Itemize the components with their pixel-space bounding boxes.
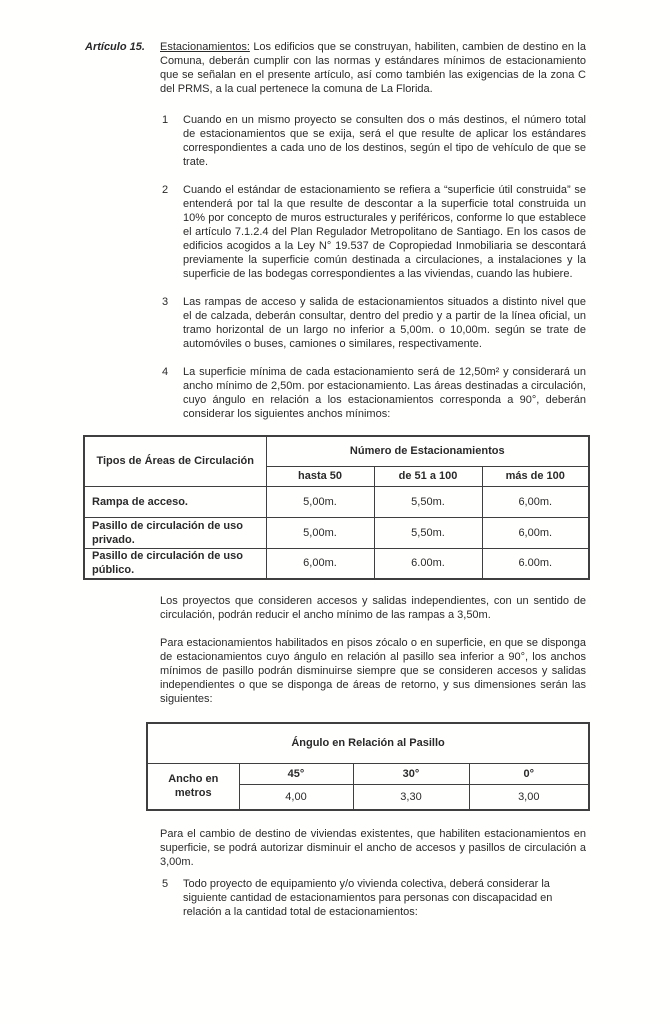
angle-row-label: Ancho en metros: [147, 763, 239, 810]
row-label: Pasillo de circulación de uso privado.: [84, 517, 266, 548]
item-text: Todo proyecto de equipamiento y/o vivienda colectiva, deberá considerar la siguiente cantidad de estacionamientos para personas con discapacidad en relación a la cantidad total de estacionamientos:: [183, 878, 553, 918]
table-header-numero-estacionamientos: Número de Estacionamientos: [266, 436, 589, 466]
paragraph-cambio-destino: Para el cambio de destino de viviendas existentes, que habiliten estacionamientos en superficie, se podrá autorizar disminuir el ancho de accesos y pasillos de circulación a 3,00m.: [160, 828, 586, 868]
subheader-mas-100: más de 100: [482, 466, 589, 486]
table-row-rampa: [84, 486, 589, 517]
angle-value-0: 3,00: [469, 784, 589, 810]
table-row-pasillo-publico: [84, 548, 589, 579]
subheader-51-a-100: de 51 a 100: [374, 466, 482, 486]
angle-width-table: [146, 722, 590, 811]
angle-value-45: 4,00: [239, 784, 353, 810]
cell-value: 6.00m.: [482, 548, 589, 579]
paragraph-accesos-independientes: Los proyectos que consideren accesos y salidas independientes, con un sentido de circulación, podrán reducir el ancho mínimo de las rampas a 3,50m.: [160, 595, 586, 621]
numbered-item-5: [162, 877, 586, 919]
article-body-text: Los edificios que se construyan, habiliten, cambien de destino en la Comuna, deberán cumplir con las normas y estándares mínimos de estacionamiento que se señalan en el presente artículo, así como también las exigencias de la zona C del PRMS, a la cual pertenece la comuna de La Florida.: [160, 41, 586, 95]
item-text: Cuando el estándar de estacionamiento se refiera a “superficie útil construida” se entenderá por tal la que resulte de descontar a la superficie total construida un 10% por concepto de muros estructurales y periféricos, conforme lo que establece el artículo 7.1.2.4 del Plan Regulador Metropolitano de Santiago. En los casos de edificios acogidos a la Ley N° 19.537 de Copropiedad Inmobiliaria se descontará previamente la superficie común destinada a circulaciones, a instalaciones y la superficie de las bodegas correspondientes a las viviendas, cuando las hubiere.: [183, 184, 586, 280]
angle-header-45: 45°: [239, 763, 353, 784]
item-text: Cuando en un mismo proyecto se consulten dos o más destinos, el número total de estacionamientos que se exija, será el que resulte de aplicar los estándares correspondientes a cada uno de los destinos, según el tipo de vehículo de que se trate.: [183, 114, 586, 168]
row-label: Pasillo de circulación de uso público.: [84, 548, 266, 579]
item-text: Las rampas de acceso y salida de estacionamientos situados a distinto nivel que el de calzada, deberán consultar, dentro del predio y a partir de la línea oficial, un tramo horizontal de un largo no inferior a 5,00m. o 10,00m. según se trate de automóviles o buses, camiones o similares, respectivamente.: [183, 296, 586, 350]
table-row-pasillo-privado: [84, 517, 589, 548]
numbered-item-1: [162, 113, 586, 169]
cell-value: 6,00m.: [266, 548, 374, 579]
cell-value: 5,00m.: [266, 486, 374, 517]
table-header-tipos-areas: Tipos de Áreas de Circulación: [84, 436, 266, 486]
item-number: 3: [162, 296, 169, 308]
numbered-item-3: [162, 295, 586, 351]
item-number: 2: [162, 184, 169, 196]
subheader-hasta-50: hasta 50: [266, 466, 374, 486]
circulation-width-table: [83, 435, 590, 580]
item-number: 1: [162, 114, 169, 126]
item-number: 5: [162, 878, 169, 890]
cell-value: 6,00m.: [482, 486, 589, 517]
item-text: La superficie mínima de cada estacionamiento será de 12,50m² y considerará un ancho mínimo de 2,50m. por estacionamiento. Las áreas destinadas a circulación, cuyo ángulo en relación a los estacionamientos corresponda a 90°, deberán considerar los siguientes anchos mínimos:: [183, 366, 586, 420]
angle-value-30: 3,30: [353, 784, 469, 810]
numbered-item-4: [162, 365, 586, 421]
cell-value: 6.00m.: [374, 548, 482, 579]
article-section: [85, 40, 586, 96]
row-label: Rampa de acceso.: [84, 486, 266, 517]
angle-header-0: 0°: [469, 763, 589, 784]
cell-value: 5,00m.: [266, 517, 374, 548]
cell-value: 6,00m.: [482, 517, 589, 548]
paragraph-pisos-zocalo: Para estacionamientos habilitados en pisos zócalo o en superficie, en que se disponga de estacionamientos cuyo ángulo en relación al pasillo sea inferior a 90°, los anchos mínimos de pasillo podrán disminuirse siempre que se consideren accesos y salidas independientes o que se disponga de áreas de retorno, y sus dimensiones serán las siguientes:: [160, 637, 586, 705]
numbered-item-2: [162, 183, 586, 281]
item-number: 4: [162, 366, 169, 378]
cell-value: 5,50m.: [374, 486, 482, 517]
angle-header-30: 30°: [353, 763, 469, 784]
angle-table-title: Ángulo en Relación al Pasillo: [147, 723, 589, 763]
cell-value: 5,50m.: [374, 517, 482, 548]
article-paragraph: [160, 40, 586, 96]
article-label: Artículo 15.: [85, 41, 145, 53]
estacionamientos-lead: Estacionamientos:: [160, 41, 250, 53]
